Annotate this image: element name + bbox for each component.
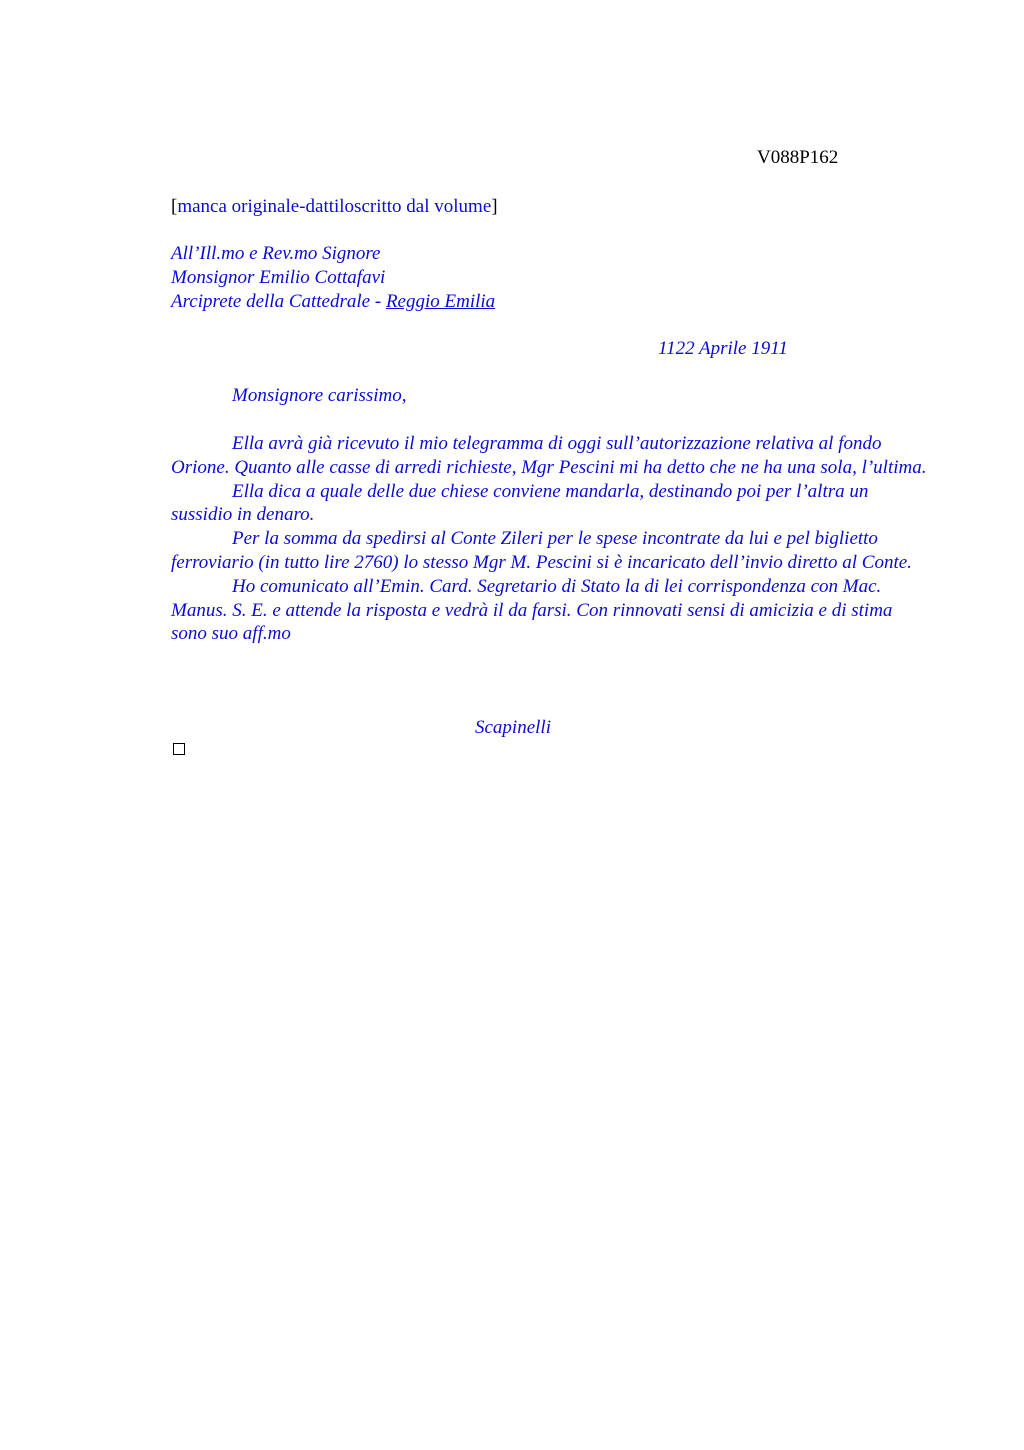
editorial-note xyxy=(171,195,498,219)
address-line-2: Monsignor Emilio Cottafavi xyxy=(171,266,386,288)
address-line-3-prefix: Arciprete della Cattedrale - xyxy=(171,290,386,312)
document-reference: V088P162 xyxy=(757,147,839,168)
letter-date: 1122 Aprile 1911 xyxy=(658,338,788,359)
body-paragraph: Ella dica a quale delle due chiese conviene mandarla, destinando poi per l’altra un sussidio in denaro. xyxy=(171,480,869,526)
empty-square-icon xyxy=(173,743,185,755)
salutation: Monsignore carissimo, xyxy=(232,385,407,406)
body-paragraph: Per la somma da spedirsi al Conte Zileri per le spese incontrate da lui e pel biglietto ferroviario (in tutto lire 2760) lo stesso Mgr M. Pescini si è incaricato dell’invio diretto al Conte. xyxy=(171,528,912,573)
note-close-bracket: ] xyxy=(491,196,498,217)
signature: Scapinelli xyxy=(475,717,551,738)
body-paragraph: Ho comunicato all’Emin. Card. Segretario di Stato la di lei corrispondenza con Mac. Manus. S. E. e attende la risposta e vedrà il da farsi. Con rinnovati sensi di amicizia e di stima sono suo aff.mo xyxy=(171,575,893,645)
address-line-3 xyxy=(171,290,495,314)
letter-body xyxy=(171,432,929,646)
note-text: manca originale-dattiloscritto dal volume xyxy=(177,196,492,217)
address-line-1: All’Ill.mo e Rev.mo Signore xyxy=(171,243,381,264)
recipient-address xyxy=(171,242,495,313)
note-open-bracket: [ xyxy=(171,196,178,217)
body-paragraph: Ella avrà già ricevuto il mio telegramma di oggi sull’autorizzazione relativa al fondo Orione. Quanto alle casse di arredi richieste, Mgr Pescini mi ha detto che ne ha una sola, l’ultima. xyxy=(171,433,927,478)
address-city: Reggio Emilia xyxy=(385,290,496,312)
